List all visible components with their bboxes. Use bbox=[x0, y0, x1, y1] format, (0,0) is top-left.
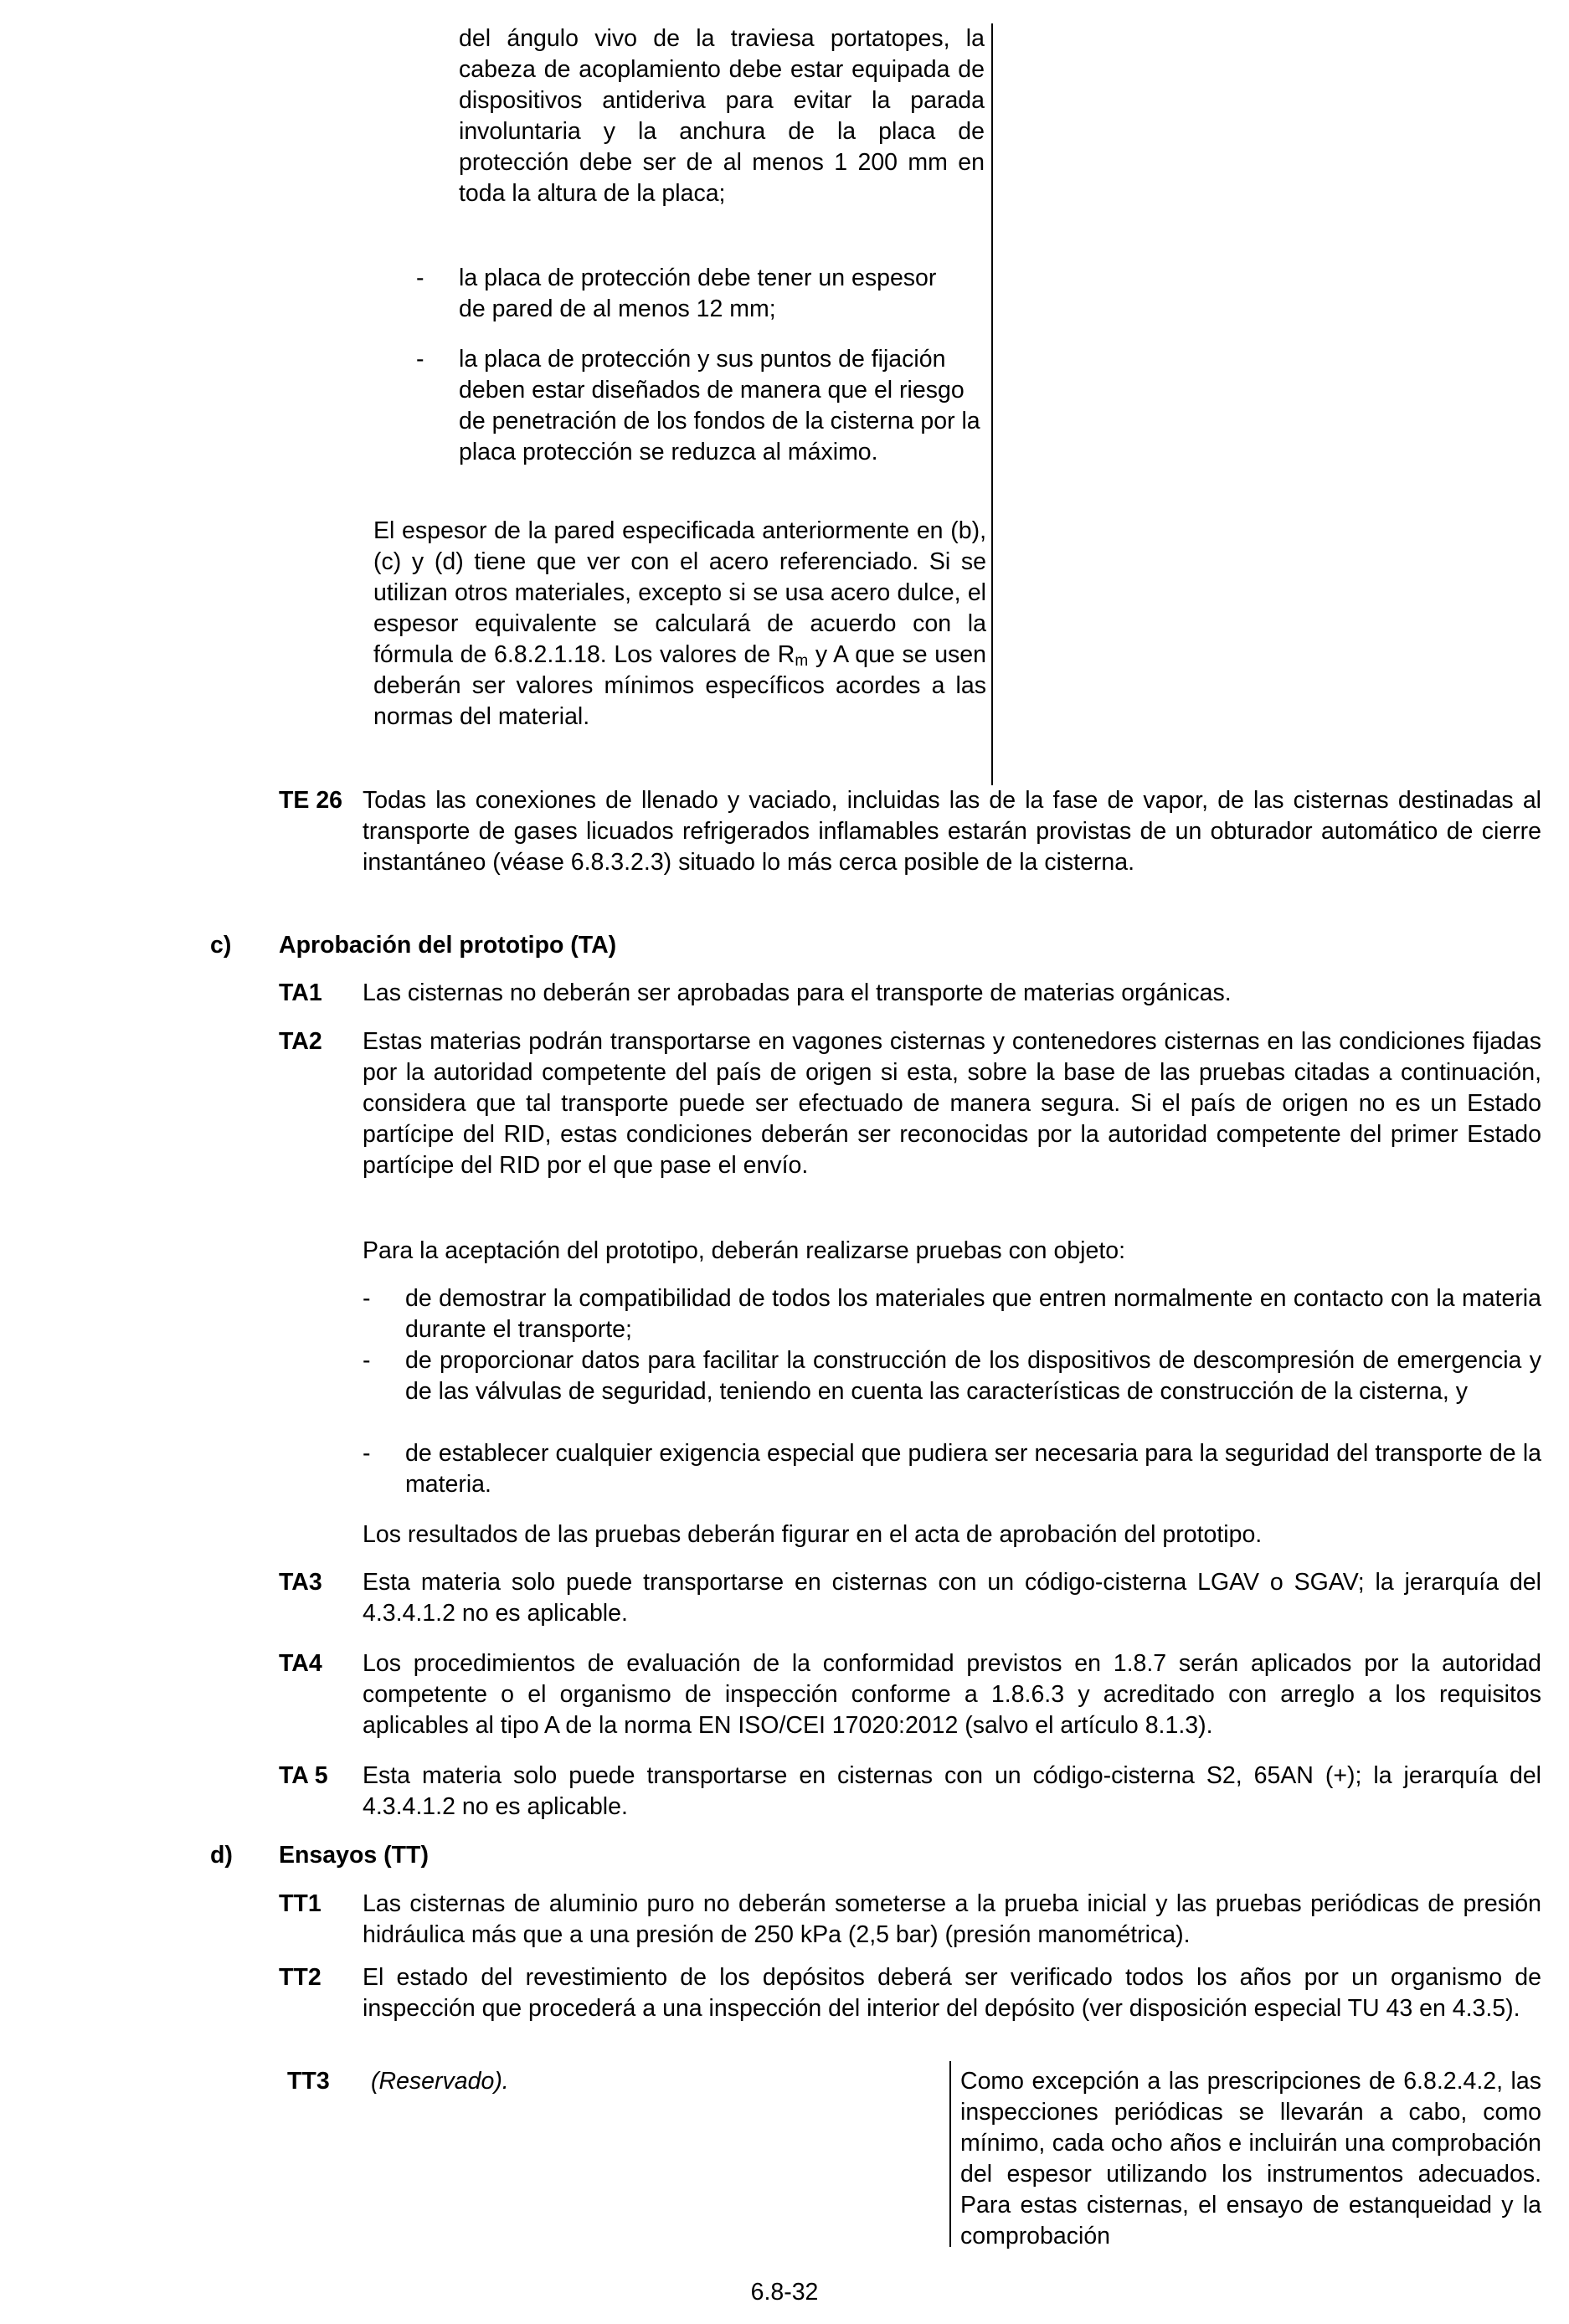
tt1-text bbox=[363, 1889, 1541, 1951]
bullet-dash: - bbox=[363, 1347, 371, 1374]
page-number: 6.8-32 bbox=[750, 2279, 819, 2306]
ta2-intro: Para la aceptación del prototipo, deberán realizarse pruebas con objeto: bbox=[363, 1237, 1126, 1264]
tt3-exception-text bbox=[960, 2066, 1541, 2252]
text-part: El espesor de la pared especificada anteriormente en (b), (c) y (d) tiene que ver con el acero referenciado. Si se utilizan otros materiales, excepto si se usa acero dulce, el espesor equivalente se calculará de acuerdo con la fórmula de 6.8.2.1.18. Los valores de R bbox=[373, 517, 986, 668]
ta3-text bbox=[363, 1567, 1541, 1629]
ta3-paragraph: Esta materia solo puede transportarse en cisternas con un código-cisterna LGAV o SGAV; la jerarquía del 4.3.4.1.2 no es aplicable. bbox=[363, 1569, 1541, 1627]
text-part: y A que se usen deberán ser valores mínimos específicos acordes a las normas del material. bbox=[373, 641, 986, 730]
continuation-paragraph: del ángulo vivo de la traviesa portatopes, la cabeza de acoplamiento debe estar equipada de dispositivos antideriva para evitar la parada involuntaria y la anchura de la placa de protección debe ser de al menos 1 200 mm en toda la altura de la placa; bbox=[459, 25, 985, 207]
thickness-paragraph bbox=[373, 516, 986, 733]
margin-change-bar-tt3 bbox=[949, 2061, 951, 2247]
section-c-label: c) bbox=[210, 932, 232, 959]
bullet-fixing-points bbox=[459, 344, 986, 468]
bullet-dash: - bbox=[416, 346, 424, 373]
code-ta2: TA2 bbox=[279, 1028, 322, 1055]
code-ta5: TA 5 bbox=[279, 1762, 328, 1789]
tt2-paragraph: El estado del revestimiento de los depósitos deberá ser verificado todos los años por un organismo de inspección que procederá a una inspección del interior del depósito (ver disposición especial TU 43 en 4.3.5). bbox=[363, 1964, 1541, 2022]
rm-subscript: m bbox=[795, 652, 809, 670]
ta1-text: Las cisternas no deberán ser aprobadas para el transporte de materias orgánicas. bbox=[363, 979, 1232, 1006]
ta2-bullet-data bbox=[405, 1345, 1541, 1407]
section-d-label: d) bbox=[210, 1842, 233, 1869]
code-tt2: TT2 bbox=[279, 1964, 322, 1991]
bullet-text: de establecer cualquier exigencia especial que pudiera ser necesaria para la seguridad del transporte de la materia. bbox=[405, 1440, 1541, 1498]
code-tt3: TT3 bbox=[287, 2068, 330, 2095]
bullet-dash: - bbox=[363, 1285, 371, 1312]
code-ta4: TA4 bbox=[279, 1650, 322, 1677]
te26-text bbox=[363, 785, 1541, 878]
bullet-wall-thickness bbox=[459, 263, 961, 325]
bullet-text: de proporcionar datos para facilitar la construcción de los dispositivos de descompresión de emergencia y de las válvulas de seguridad, teniendo en cuenta las características de construcción de la cisterna, y bbox=[405, 1347, 1541, 1405]
bullet-dash: - bbox=[363, 1440, 371, 1467]
ta5-paragraph: Esta materia solo puede transportarse en cisternas con un código-cisterna S2, 65AN (+); la jerarquía del 4.3.4.1.2 no es aplicable. bbox=[363, 1762, 1541, 1820]
bullet-text: la placa de protección debe tener un espesor de pared de al menos 12 mm; bbox=[459, 265, 937, 322]
bullet-text: la placa de protección y sus puntos de fijación deben estar diseñados de manera que el riesgo de penetración de los fondos de la cisterna por la placa protección se reduzca al máximo. bbox=[459, 346, 980, 465]
code-ta1: TA1 bbox=[279, 979, 322, 1006]
tt1-paragraph: Las cisternas de aluminio puro no deberán someterse a la prueba inicial y las pruebas periódicas de presión hidráulica más que a una presión de 250 kPa (2,5 bar) (presión manométrica). bbox=[363, 1890, 1541, 1948]
te26-paragraph: Todas las conexiones de llenado y vaciado, incluidas las de la fase de vapor, de las cisternas destinadas al transporte de gases licuados refrigerados inflamables estarán provistas de un obturador automático de cierre instantáneo (véase 6.8.3.2.3) situado lo más cerca posible de la cisterna. bbox=[363, 787, 1541, 876]
tt3-exception-paragraph: Como excepción a las prescripciones de 6.8.2.4.2, las inspecciones periódicas se llevarán a cabo, como mínimo, cada ocho años e incluirán una comprobación del espesor utilizando los instrumentos adecuados. Para estas cisternas, el ensayo de estanqueidad y la comprobación bbox=[960, 2068, 1541, 2249]
margin-change-bar-top bbox=[991, 23, 993, 785]
ta2-bullet-requirements bbox=[405, 1438, 1541, 1500]
continuation-text bbox=[459, 23, 985, 209]
code-te26: TE 26 bbox=[279, 787, 343, 814]
ta2-paragraph: Estas materias podrán transportarse en vagones cisternas y contenedores cisternas en las condiciones fijadas por la autoridad competente del país de origen si esta, sobre la base de las pruebas citadas a continuación, considera que tal transporte puede ser efectuado de manera segura. Si el país de origen no es un Estado partícipe del RID, estas condiciones deberán ser reconocidas por la autoridad competente del primer Estado partícipe del RID por el que pase el envío. bbox=[363, 1028, 1541, 1179]
section-c-title: Aprobación del prototipo (TA) bbox=[279, 932, 617, 959]
bullet-text: de demostrar la compatibilidad de todos los materiales que entren normalmente en contacto con la materia durante el transporte; bbox=[405, 1285, 1541, 1343]
ta4-paragraph: Los procedimientos de evaluación de la conformidad previstos en 1.8.7 serán aplicados por la autoridad competente o el organismo de inspección conforme a 1.8.6.3 y acreditado con arreglo a los requisitos aplicables al tipo A de la norma EN ISO/CEI 17020:2012 (salvo el artículo 8.1.3). bbox=[363, 1650, 1541, 1739]
ta2-text bbox=[363, 1026, 1541, 1181]
section-d-title: Ensayos (TT) bbox=[279, 1842, 429, 1869]
ta4-text bbox=[363, 1648, 1541, 1741]
code-tt1: TT1 bbox=[279, 1890, 322, 1917]
ta2-bullet-compatibility bbox=[405, 1283, 1541, 1345]
ta2-closing: Los resultados de las pruebas deberán figurar en el acta de aprobación del prototipo. bbox=[363, 1521, 1263, 1548]
bullet-dash: - bbox=[416, 265, 424, 291]
code-ta3: TA3 bbox=[279, 1569, 322, 1596]
thickness-paragraph-text bbox=[373, 516, 986, 733]
tt2-text bbox=[363, 1962, 1541, 2024]
ta5-text bbox=[363, 1761, 1541, 1823]
tt3-text: (Reservado). bbox=[371, 2068, 509, 2095]
